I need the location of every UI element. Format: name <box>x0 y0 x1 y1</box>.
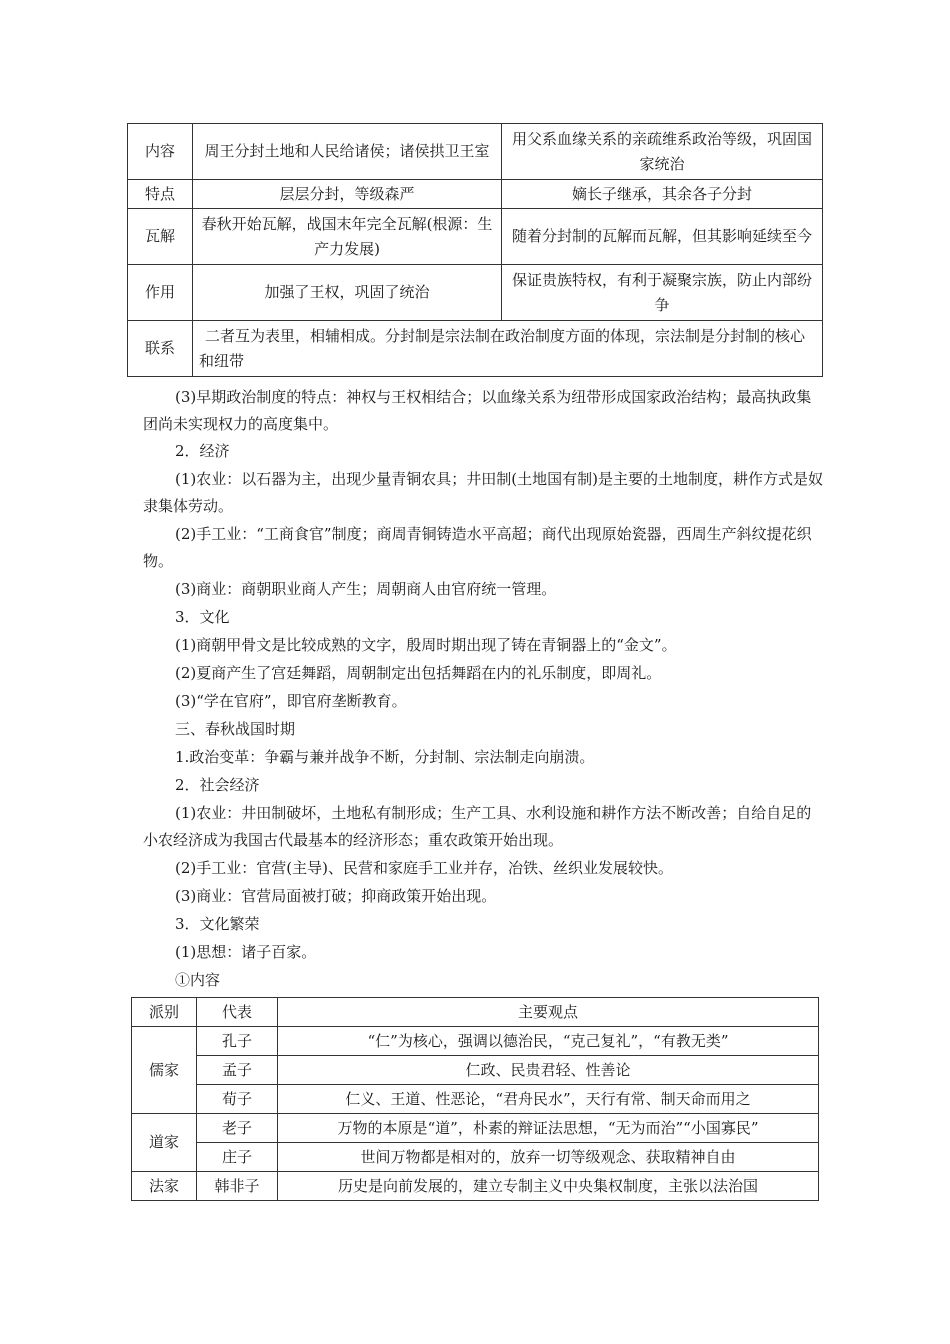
row-header: 特点 <box>128 180 193 209</box>
paragraph: 1.政治变革：争霸与兼并战争不断，分封制、宗法制走向崩溃。 <box>175 748 595 766</box>
paragraph: (1)农业：井田制破坏，土地私有制形成；生产工具、水利设施和耕作方法不断改善；自给自足的小农经济成为我国古代最基本的经济形态；重农政策开始出现。 <box>143 804 812 849</box>
clan-law-cell: 嫡长子继承，其余各子分封 <box>502 180 823 209</box>
table-row <box>132 1056 819 1085</box>
row-header: 联系 <box>128 321 193 377</box>
link-cell: 二者互为表里，相辅相成。分封制是宗法制在政治制度方面的体现，宗法制是分封制的核心和纽带 <box>193 321 823 377</box>
representative: 荀子 <box>197 1085 278 1114</box>
table-row <box>132 1143 819 1172</box>
enfeoffment-cell: 加强了王权，巩固了统治 <box>193 265 502 321</box>
chapter-heading: 三、春秋战国时期 <box>175 720 296 738</box>
section-heading: 2．社会经济 <box>175 776 260 794</box>
table-row <box>132 1114 819 1143</box>
paragraph: (1)思想：诸子百家。 <box>175 943 317 961</box>
representative: 庄子 <box>197 1143 278 1172</box>
table-row <box>132 1085 819 1114</box>
section-heading: 2．经济 <box>175 442 230 460</box>
row-header: 作用 <box>128 265 193 321</box>
main-view: 世间万物都是相对的，放弃一切等级观念、获取精神自由 <box>278 1143 819 1172</box>
main-view: 历史是向前发展的，建立专制主义中央集权制度，主张以法治国 <box>278 1172 819 1201</box>
row-header: 瓦解 <box>128 209 193 265</box>
main-view: 万物的本原是“道”，朴素的辩证法思想，“无为而治”“小国寡民” <box>278 1114 819 1143</box>
enfeoffment-cell: 春秋开始瓦解，战国末年完全瓦解(根源：生产力发展) <box>193 209 502 265</box>
paragraph: (3)“学在官府”，即官府垄断教育。 <box>175 692 407 710</box>
main-view: 仁政、民贵君轻、性善论 <box>278 1056 819 1085</box>
column-header: 派别 <box>132 998 197 1027</box>
paragraph: (3)商业：官营局面被打破；抑商政策开始出现。 <box>175 887 497 905</box>
representative: 老子 <box>197 1114 278 1143</box>
table-row <box>132 1172 819 1201</box>
paragraph: (1)商朝甲骨文是比较成熟的文字，殷周时期出现了铸在青铜器上的“金文”。 <box>175 636 677 654</box>
paragraph: (2)手工业：官营(主导)、民营和家庭手工业并存，冶铁、丝织业发展较快。 <box>175 859 673 877</box>
section-heading: 3．文化 <box>175 608 230 626</box>
table-row <box>128 209 823 265</box>
school-name: 儒家 <box>132 1027 197 1114</box>
feudal-clan-comparison-table <box>127 123 823 377</box>
paragraph: (2)手工业：“工商食官”制度；商周青铜铸造水平高超；商代出现原始瓷器，西周生产斜纹提花织物。 <box>143 525 812 570</box>
clan-law-cell: 随着分封制的瓦解而瓦解，但其影响延续至今 <box>502 209 823 265</box>
enfeoffment-cell: 层层分封，等级森严 <box>193 180 502 209</box>
table-row <box>128 124 823 180</box>
paragraph: (2)夏商产生了宫廷舞蹈，周朝制定出包括舞蹈在内的礼乐制度，即周礼。 <box>175 664 662 682</box>
table-header-row <box>132 998 819 1027</box>
enfeoffment-cell: 周王分封土地和人民给诸侯；诸侯拱卫王室 <box>193 124 502 180</box>
school-name: 法家 <box>132 1172 197 1201</box>
column-header: 主要观点 <box>278 998 819 1027</box>
paragraph: (3)商业：商朝职业商人产生；周朝商人由官府统一管理。 <box>175 580 557 598</box>
table-row <box>132 1027 819 1056</box>
clan-law-cell: 保证贵族特权，有利于凝聚宗族，防止内部纷争 <box>502 265 823 321</box>
main-view: 仁义、王道、性恶论，“君舟民水”，天行有常、制天命而用之 <box>278 1085 819 1114</box>
main-view: “仁”为核心，强调以德治民，“克己复礼”，“有教无类” <box>278 1027 819 1056</box>
representative: 孟子 <box>197 1056 278 1085</box>
representative: 孔子 <box>197 1027 278 1056</box>
paragraph: ①内容 <box>175 971 221 989</box>
table-row <box>128 321 823 377</box>
clan-law-cell: 用父系血缘关系的亲疏维系政治等级，巩固国家统治 <box>502 124 823 180</box>
school-name: 道家 <box>132 1114 197 1172</box>
section-heading: 3．文化繁荣 <box>175 915 260 933</box>
representative: 韩非子 <box>197 1172 278 1201</box>
hundred-schools-table <box>131 997 819 1201</box>
row-header: 内容 <box>128 124 193 180</box>
paragraph: (1)农业：以石器为主，出现少量青铜农具；井田制(土地国有制)是主要的土地制度，耕作方式是奴隶集体劳动。 <box>143 470 823 515</box>
table-row <box>128 180 823 209</box>
column-header: 代表 <box>197 998 278 1027</box>
table-row <box>128 265 823 321</box>
paragraph: (3)早期政治制度的特点：神权与王权相结合；以血缘关系为纽带形成国家政治结构；最高执政集团尚未实现权力的高度集中。 <box>143 388 812 433</box>
